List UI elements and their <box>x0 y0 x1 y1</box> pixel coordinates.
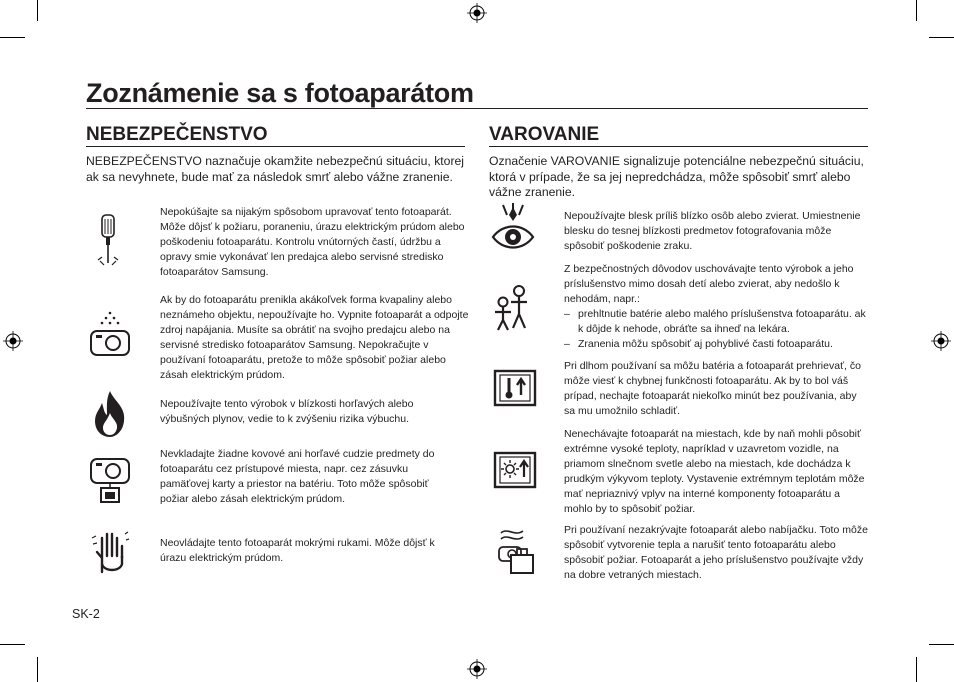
crop-mark <box>37 657 38 682</box>
camera-liquid-icon <box>88 309 132 359</box>
danger-item-text: Nepoužívajte tento výrobok v blízkosti horľavých alebo výbušných plynov, vedie to k zvýšeniu rizika výbuchu. <box>160 398 414 425</box>
danger-item-text: Neovládajte tento fotoaparát mokrými rukami. Môže dôjsť k úrazu elektrickým prúdom. <box>160 537 435 564</box>
registration-mark-icon <box>931 331 951 351</box>
danger-divider <box>86 146 465 147</box>
bullet-item <box>564 307 868 337</box>
children-icon <box>489 284 537 334</box>
sun-heat-icon <box>493 451 537 491</box>
warning-intro: Označenie VAROVANIE signalizuje potenciálne nebezpečnú situáciu, ktorá v prípade, že sa jej nepredchádza, môže spôsobiť smrť alebo vážne zranenie. <box>489 154 864 199</box>
crop-mark <box>929 644 954 645</box>
thermometer-battery-icon <box>493 369 537 409</box>
camera-foreign-object-icon <box>88 455 132 507</box>
warning-item-bullets <box>564 307 868 352</box>
warning-item-text: Nenechávajte fotoaparát na miestach, kde by naň mohli pôsobiť extrémne vysoké teploty, napríklad v uzavretom vozidle, na priamom slnečnom svetle alebo na miestach, kde dochádza k prudkým výkyvom teploty. Vystavenie extrémnym teplotám môže mať nepriaznivý vplyv na interné komponenty fotoaparátu a mohlo by to spôsobiť požiar. <box>564 428 865 515</box>
screwdriver-icon <box>94 213 124 269</box>
crop-mark <box>37 0 38 21</box>
crop-mark <box>929 37 954 38</box>
crop-mark <box>0 644 25 645</box>
warning-item-text: Pri dlhom používaní sa môžu batéria a fotoaparát prehrievať, čo môže viesť k chybnej funkčnosti fotoaparátu. Ak by to bol váš prípad, nechajte fotoaparát niekoľko minút bez používania, aby sa mu umožnilo schladiť. <box>564 360 861 417</box>
bullet-dash: – <box>564 308 570 320</box>
covered-charger-icon <box>495 527 537 577</box>
danger-item-text: Nepokúšajte sa nijakým spôsobom upravovať tento fotoaparát. Môže dôjsť k požiaru, poraneniu, úrazu elektrickým prúdom alebo poškodeniu fotoaparátu. Kontrolu vnútorných častí, údržbu a opravy smie vykonávať len predajca alebo servisné stredisko fotoaparátov Samsung. <box>160 206 465 278</box>
title-divider <box>86 108 868 109</box>
danger-intro: NEBEZPEČENSTVO naznačuje okamžite nebezpečnú situáciu, ktorej ak sa nevyhnete, bude mať za následok smrť alebo vážne zranenie. <box>86 154 464 184</box>
registration-mark-icon <box>3 331 23 351</box>
registration-mark-icon <box>467 3 487 23</box>
flash-eye-icon <box>489 203 537 255</box>
warning-item-text: Z bezpečnostných dôvodov uschovávajte tento výrobok a jeho príslušenstvo mimo dosah detí alebo zvierat, aby nedošlo k nehodám, napr.: <box>564 263 854 305</box>
bullet-text: prehltnutie batérie alebo malého príslušenstva fotoaparátu. ak k dôjde k nehode, obráťte sa ihneď na lekára. <box>578 308 866 335</box>
crop-mark <box>0 37 25 38</box>
warning-item-text: Nepoužívajte blesk príliš blízko osôb alebo zvierat. Umiestnenie blesku do tesnej blízkosti predmetov fotografovania môže spôsobiť poškodenie zraku. <box>564 210 861 252</box>
registration-mark-icon <box>467 659 487 679</box>
page-number: SK-2 <box>72 607 100 621</box>
crop-mark <box>916 0 917 21</box>
bullet-item <box>564 337 868 352</box>
fire-icon <box>90 389 130 439</box>
danger-item-text: Nevkladajte žiadne kovové ani horľavé cudzie predmety do fotoaparátu cez prístupové miesta, napr. cez zásuvku pamäťovej karty a priestor na batériu. Toto môže spôsobiť požiar alebo zásah elektrickým prúdom. <box>160 448 435 505</box>
crop-mark <box>916 657 917 682</box>
warning-item-text: Pri používaní nezakrývajte fotoaparát alebo nabíjačku. Toto môže spôsobiť vytvorenie tepla a narušiť tento fotoaparátu alebo spôsobiť požiar. Fotoaparát a jeho príslušenstvo používajte vždy na dobre vetraných miestach. <box>564 524 868 581</box>
warning-divider <box>489 146 868 147</box>
bullet-dash: – <box>564 338 570 350</box>
bullet-text: Zranenia môžu spôsobiť aj pohyblivé časti fotoaparátu. <box>578 338 833 350</box>
page-title: Zoznámenie sa s fotoaparátom <box>86 78 474 108</box>
danger-item-text: Ak by do fotoaparátu prenikla akákoľvek forma kvapaliny alebo neznámeho objektu, nepoužívajte ho. Vypnite fotoaparát a odpojte zdroj napájania. Musíte sa obrátiť na svojho predajcu alebo na servisné stredisko fotoaparátov Samsung. Nepokračujte v používaní fotoaparátu, pretože to môže spôsobiť požiar alebo zásah elektrickým prúdom. <box>160 294 469 381</box>
danger-heading: NEBEZPEČENSTVO <box>86 124 268 145</box>
warning-heading: VAROVANIE <box>489 124 600 145</box>
wet-hand-icon <box>90 528 130 574</box>
